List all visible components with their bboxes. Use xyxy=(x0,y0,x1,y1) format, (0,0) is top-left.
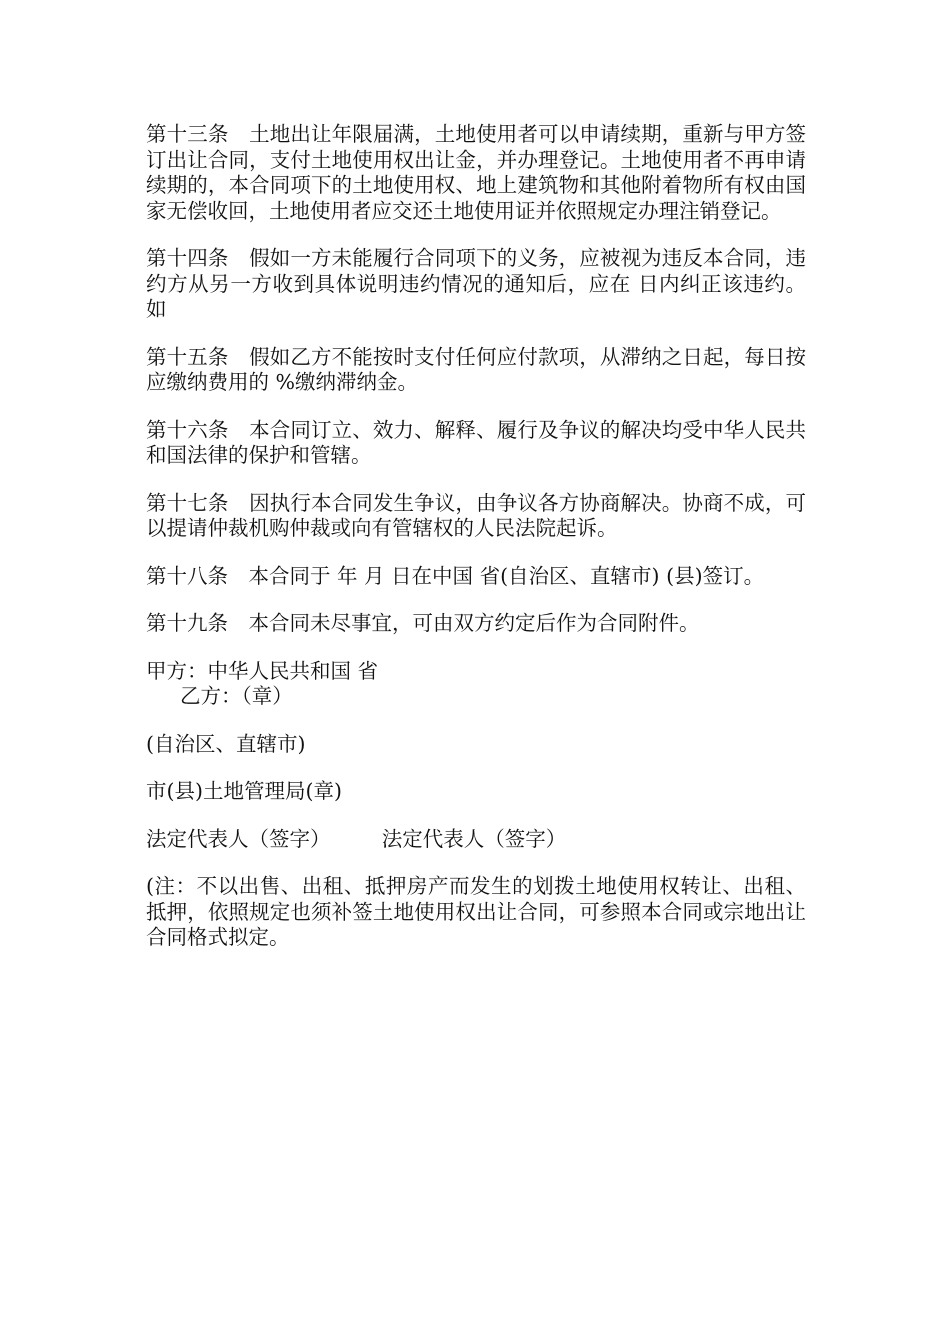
article-17: 第十七条 因执行本合同发生争议，由争议各方协商解决。协商不成，可以提请仲裁机购仲裁或向有管辖权的人民法院起诉。 xyxy=(146,490,806,540)
article-13: 第十三条 土地出让年限届满，土地使用者可以申请续期，重新与甲方签订出让合同，支付土地使用权出让金，并办理登记。土地使用者不再申请续期的，本合同项下的土地使用权、地上建筑物和其他附着物所有权由国家无偿收回，土地使用者应交还土地使用证并依照规定办理注销登记。 xyxy=(146,122,806,223)
article-14: 第十四条 假如一方未能履行合同项下的义务，应被视为违反本合同，违约方从另一方收到具体说明违约情况的通知后，应在 日内纠正该违约。如 xyxy=(146,246,806,321)
article-19: 第十九条 本合同未尽事宜，可由双方约定后作为合同附件。 xyxy=(146,611,700,635)
party-a-line: 甲方：中华人民共和国 省 xyxy=(146,658,379,683)
article-18: 第十八条 本合同于 年 月 日在中国 省(自治区、直辖市) (县)签订。 xyxy=(146,563,765,588)
article-16: 第十六条 本合同订立、效力、解释、履行及争议的解决均受中华人民共和国法律的保护和管辖。 xyxy=(146,417,806,467)
footnote: (注：不以出售、出租、抵押房产而发生的划拨土地使用权转让、出租、抵押，依照规定也须补签土地使用权出让合同，可参照本合同或宗地出让合同格式拟定。 xyxy=(146,874,806,949)
party-b-line: 乙方：（章） xyxy=(180,684,293,708)
article-15: 第十五条 假如乙方不能按时支付任何应付款项，从滞纳之日起，每日按应缴纳费用的 %缴纳滞纳金。 xyxy=(146,344,806,394)
representatives-line: 法定代表人（签字） 法定代表人（签字） xyxy=(146,826,567,851)
bureau-line: 市(县)土地管理局(章) xyxy=(146,779,342,803)
region-line: (自治区、直辖市) xyxy=(146,731,306,756)
contract-page xyxy=(146,122,806,973)
